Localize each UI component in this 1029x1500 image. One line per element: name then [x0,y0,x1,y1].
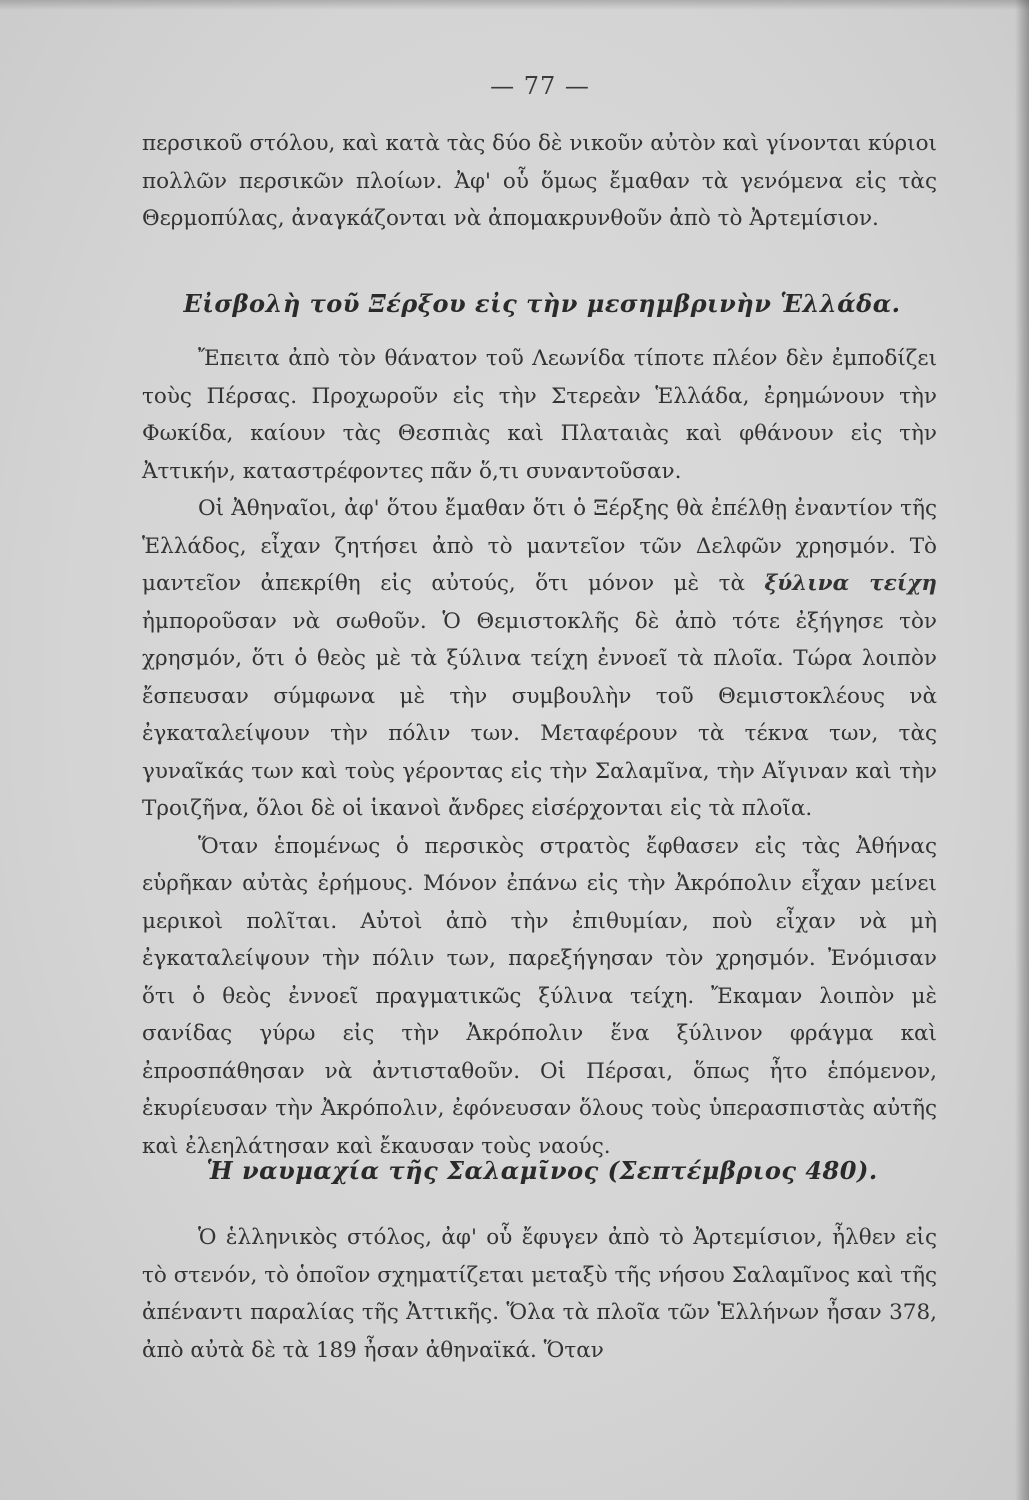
scan-edge-shadow [1015,0,1029,1500]
emphasis-wooden-walls: ξύλινα τείχη [764,571,937,596]
paragraph: Ὅταν ἑπομένως ὁ περσικὸς στρατὸς ἔφθασεν εἰς τὰς Ἀθήνας εὑρῆκαν αὐτὰς ἐρήμους. Μόνον ἐπάνω εἰς τὴν Ἀκρόπολιν εἶχαν μείνει μερικοὶ πολῖται. Αὐτοὶ ἀπὸ τὴν ἐπιθυμίαν, ποὺ εἶχαν νὰ μὴ ἐγκαταλείψουν τὴν πόλιν των, παρεξήγησαν τὸν χρησμόν. Ἐνόμισαν ὅτι ὁ θεὸς ἐννοεῖ πραγματικῶς ξύλινα τείχη. Ἔκαμαν λοιπὸν μὲ σανίδας γύρω εἰς τὴν Ἀκρόπολιν ἕνα ξύλινον φράγμα καὶ ἐπροσπάθησαν νὰ ἀντισταθοῦν. Οἱ Πέρσαι, ὅπως ἦτο ἑπόμενον, ἐκυρίευσαν τὴν Ἀκρόπολιν, ἐφόνευσαν ὅλους τοὺς ὑπερασπιστὰς αὐτῆς καὶ ἐλεηλάτησαν καὶ ἔκαυσαν τοὺς ναούς. [142,833,937,1159]
intro-paragraph: περσικοῦ στόλου, καὶ κατὰ τὰς δύο δὲ νικοῦν αὐτὸν καὶ γίνονται κύριοι πολλῶν περσικῶν πλοίων. Ἀφ' οὗ ὅμως ἔμαθαν τὰ γενόμενα εἰς τὰς Θερμοπύλας, ἀναγκάζονται νὰ ἀπομακρυνθοῦν ἀπὸ τὸ Ἀρτεμίσιον. [142,131,937,231]
section-heading-invasion: Εἰσβολὴ τοῦ Ξέρξου εἰς τὴν μεσημβρινὴν Ἑλλάδα. [183,289,901,318]
section-body-salamis [142,1219,937,1369]
paragraph-oracle [142,490,937,828]
oracle-text-end: ἠμποροῦσαν νὰ σωθοῦν. Ὁ Θεμιστοκλῆς δὲ ἀπὸ τότε ἐξήγησε τὸν χρησμόν, ὅτι ὁ θεὸς μὲ τὰ ξύλινα τείχη ἐννοεῖ τὰ πλοῖα. Τώρα λοιπὸν ἔσπευσαν σύμφωνα μὲ τὴν συμβουλὴν τοῦ Θεμιστοκλέους νὰ ἐγκαταλείψουν τὴν πόλιν των. Μεταφέρουν τὰ τέκνα των, τὰς γυναῖκάς των καὶ τοὺς γέροντας εἰς τὴν Σαλαμῖνα, τὴν Αἴγιναν καὶ τὴν Τροιζῆνα, ὅλοι δὲ οἱ ἱκανοὶ ἄνδρες εἰσέρχονται εἰς τὰ πλοῖα. [142,608,937,821]
page-number: — 77 — [490,72,590,100]
section-heading-salamis: Ἡ ναυμαχία τῆς Σαλαμῖνος (Σεπτέμβριος 480). [206,1156,878,1185]
scan-top-shadow [0,0,1029,10]
intro-text [142,125,937,238]
paragraph: Ἔπειτα ἀπὸ τὸν θάνατον τοῦ Λεωνίδα τίποτε πλέον δὲν ἐμποδίζει τοὺς Πέρσας. Προχωροῦν εἰς τὴν Στερεὰν Ἑλλάδα, ἐρημώνουν τὴν Φωκίδα, καίουν τὰς Θεσπιὰς καὶ Πλαταιὰς καὶ φθάνουν εἰς τὴν Ἀττικήν, καταστρέφοντες πᾶν ὅ,τι συναντοῦσαν. [142,346,937,484]
oracle-text-start: Οἱ Ἀθηναῖοι, ἀφ' ὅτου ἔμαθαν ὅτι ὁ Ξέρξης θὰ ἐπέλθῃ ἐναντίον τῆς Ἑλλάδος, εἶχαν ζητήσει ἀπὸ τὸ μαντεῖον τῶν Δελφῶν χρησμόν. Τὸ μαντεῖον ἀπεκρίθη εἰς αὐτούς, ὅτι μόνον μὲ τὰ [142,496,937,596]
paragraph: Ὁ ἑλληνικὸς στόλος, ἀφ' οὗ ἔφυγεν ἀπὸ τὸ Ἀρτεμίσιον, ἦλθεν εἰς τὸ στενόν, τὸ ὁποῖον σχηματίζεται μεταξὺ τῆς νήσου Σαλαμῖνος καὶ τῆς ἀπέναντι παραλίας τῆς Ἀττικῆς. Ὅλα τὰ πλοῖα τῶν Ἑλλήνων ἦσαν 378, ἀπὸ αὐτὰ δὲ τὰ 189 ἦσαν ἀθηναϊκά. Ὅταν [142,1225,937,1363]
section-body-invasion [142,340,937,1165]
